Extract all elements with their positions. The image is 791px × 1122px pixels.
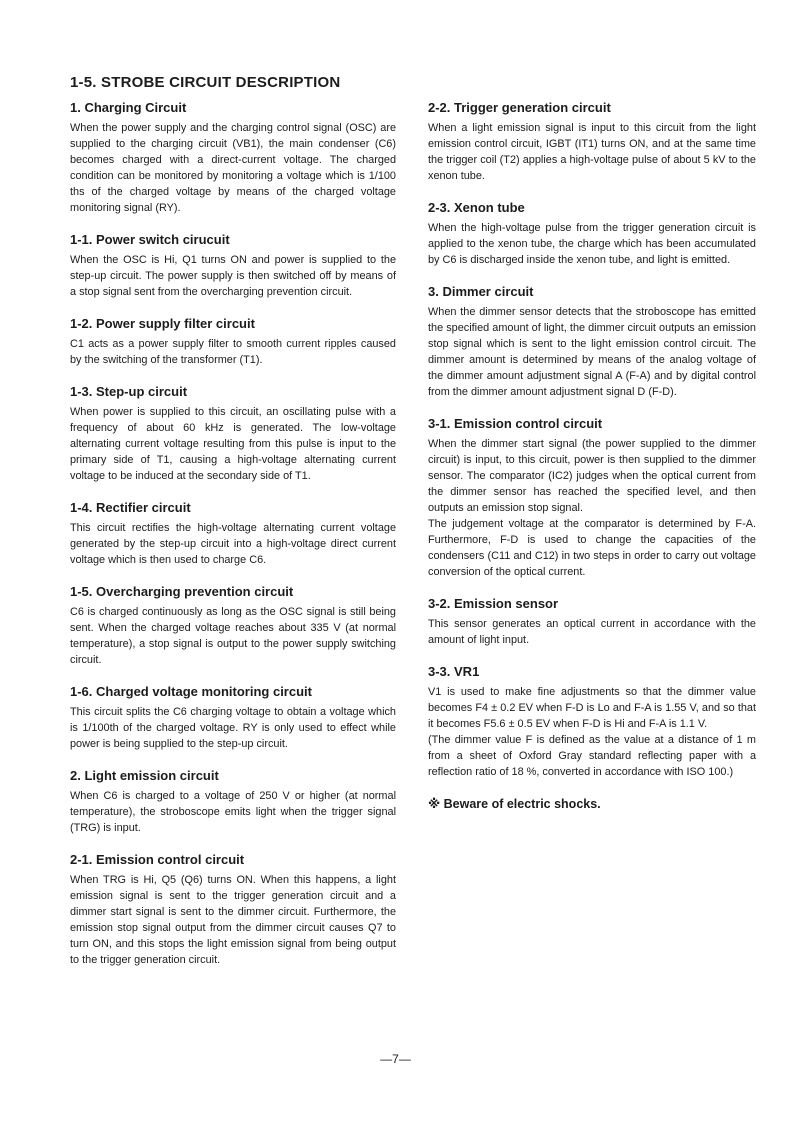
section-heading: 2-3. Xenon tube (428, 200, 525, 215)
section-body: When a light emission signal is input to this circuit from the light emission control circuit, IGBT (IT1) turns ON, and at the same time the trigger coil (T2) applies a high-voltage pulse of about 5 kV to the xenon tube. (428, 122, 756, 182)
section-body: This circuit rectifies the high-voltage alternating current voltage generated by the step-up circuit into a high-voltage direct current voltage which is then used to charge C6. (70, 522, 396, 566)
section-body: When the dimmer sensor detects that the stroboscope has emitted the specified amount of light, the dimmer circuit outputs an emission stop signal which is sent to the light emission control circuit. The dimmer amount is determined by means of the analog voltage of the dimmer amount adjustment signal A (F-A) and by digital control from the dimmer amount adjustment signal D (F-D). (428, 306, 756, 398)
section-body: This circuit splits the C6 charging voltage to obtain a voltage which is 1/100th of the charged voltage. RY is only used to effect while power is being supplied to the step-up circuit. (70, 706, 396, 750)
section-step-up-circuit (70, 384, 396, 484)
left-column (70, 100, 396, 968)
section-body-continued: (The dimmer value F is defined as the value at a distance of 1 m from a sheet of Oxford Gray standard reflecting paper with a reflection ratio of 18 %, converted in accordance with ISO 100.) (428, 734, 756, 778)
section-body: C1 acts as a power supply filter to smooth current ripples caused by the switching of the transformer (T1). (70, 338, 396, 366)
section-heading: 3-1. Emission control circuit (428, 416, 603, 431)
section-trigger-generation-circuit (428, 100, 756, 184)
section-body: When the high-voltage pulse from the trigger generation circuit is applied to the xenon tube, the charge which has been accumulated by C6 is discharged inside the xenon tube, and light is emitted. (428, 222, 756, 266)
section-vr1 (428, 664, 756, 780)
section-heading: 1-2. Power supply filter circuit (70, 316, 255, 331)
section-heading: 1-4. Rectifier circuit (70, 500, 191, 515)
section-emission-control-circuit-2-1 (70, 852, 396, 968)
section-body: V1 is used to make fine adjustments so that the dimmer value becomes F4 ± 0.2 EV when F-D is Lo and F-A is 1.55 V, and so that it becomes F5.6 ± 0.5 EV when F-D is Hi and F-A is 1.1 V. (428, 686, 756, 730)
section-emission-sensor (428, 596, 756, 648)
section-body: When C6 is charged to a voltage of 250 V or higher (at normal temperature), the stroboscope emits light when the trigger signal (TRG) is input. (70, 790, 396, 834)
section-body: When the dimmer start signal (the power supplied to the dimmer circuit) is input, to this circuit, power is then supplied to the dimmer sensor. The comparator (IC2) judges when the optical current from the dimmer sensor has reached the specified level, and then outputs an emission stop signal. (428, 438, 756, 514)
section-power-supply-filter-circuit (70, 316, 396, 368)
section-heading: 3-2. Emission sensor (428, 596, 559, 611)
section-heading: 2-2. Trigger generation circuit (428, 100, 611, 115)
section-heading: 1-1. Power switch cirucuit (70, 232, 230, 247)
section-body: When the OSC is Hi, Q1 turns ON and power is supplied to the step-up circuit. The power supply is then switched off by means of a stop signal sent from the overcharging prevention circuit. (70, 254, 396, 298)
section-light-emission-circuit (70, 768, 396, 836)
section-body: When TRG is Hi, Q5 (Q6) turns ON. When this happens, a light emission signal is sent to the trigger generation circuit and a dimmer start signal is sent to the dimmer circuit. Furthermore, the emission stop signal output from the dimmer circuit causes Q7 to turn ON, and this stops the light emission signal from being output to the trigger generation circuit. (70, 874, 396, 966)
section-charged-voltage-monitoring-circuit (70, 684, 396, 752)
section-heading: 2-1. Emission control circuit (70, 852, 245, 867)
page-number: —7— (380, 1052, 411, 1066)
section-body: When power is supplied to this circuit, an oscillating pulse with a frequency of about 60 kHz is generated. The low-voltage alternating current voltage resulting from this pulse is input to the primary side of T1, causing a high-voltage alternating current voltage to be induced at the secondary side of T1. (70, 406, 396, 482)
section-heading: 3. Dimmer circuit (428, 284, 534, 299)
section-body: C6 is charged continuously as long as the OSC signal is still being sent. When the charged voltage reaches about 335 V (at normal temperature), a stop signal is output to the power supply switching circuit. (70, 606, 396, 666)
section-heading: 1-6. Charged voltage monitoring circuit (70, 684, 312, 699)
section-body-continued: The judgement voltage at the comparator is determined by F-A. Furthermore, F-D is used to change the capacities of the condensers (C11 and C12) in two steps in order to carry out voltage conversion of the optical current. (428, 518, 756, 578)
section-overcharging-prevention-circuit (70, 584, 396, 668)
section-body: This sensor generates an optical current in accordance with the amount of light input. (428, 618, 756, 646)
section-power-switch-circuit (70, 232, 396, 300)
electric-shock-warning: ※ Beware of electric shocks. (428, 797, 601, 811)
section-body: When the power supply and the charging control signal (OSC) are supplied to the charging circuit (VB1), the main condenser (C6) becomes charged with a direct-current voltage. The charged condition can be monitored by monitoring a voltage which is 1/100 ths of the charged voltage by means of the charged voltage monitoring signal (RY). (70, 122, 396, 214)
section-heading: 1. Charging Circuit (70, 100, 187, 115)
section-heading: 3-3. VR1 (428, 664, 480, 679)
right-column (428, 100, 756, 812)
section-xenon-tube (428, 200, 756, 268)
section-heading: 2. Light emission circuit (70, 768, 219, 783)
section-charging-circuit (70, 100, 396, 216)
section-emission-control-circuit-3-1 (428, 416, 756, 580)
section-heading: 1-5. Overcharging prevention circuit (70, 584, 294, 599)
section-dimmer-circuit (428, 284, 756, 400)
page-title: 1-5. STROBE CIRCUIT DESCRIPTION (70, 74, 341, 91)
section-heading: 1-3. Step-up circuit (70, 384, 188, 399)
section-rectifier-circuit (70, 500, 396, 568)
